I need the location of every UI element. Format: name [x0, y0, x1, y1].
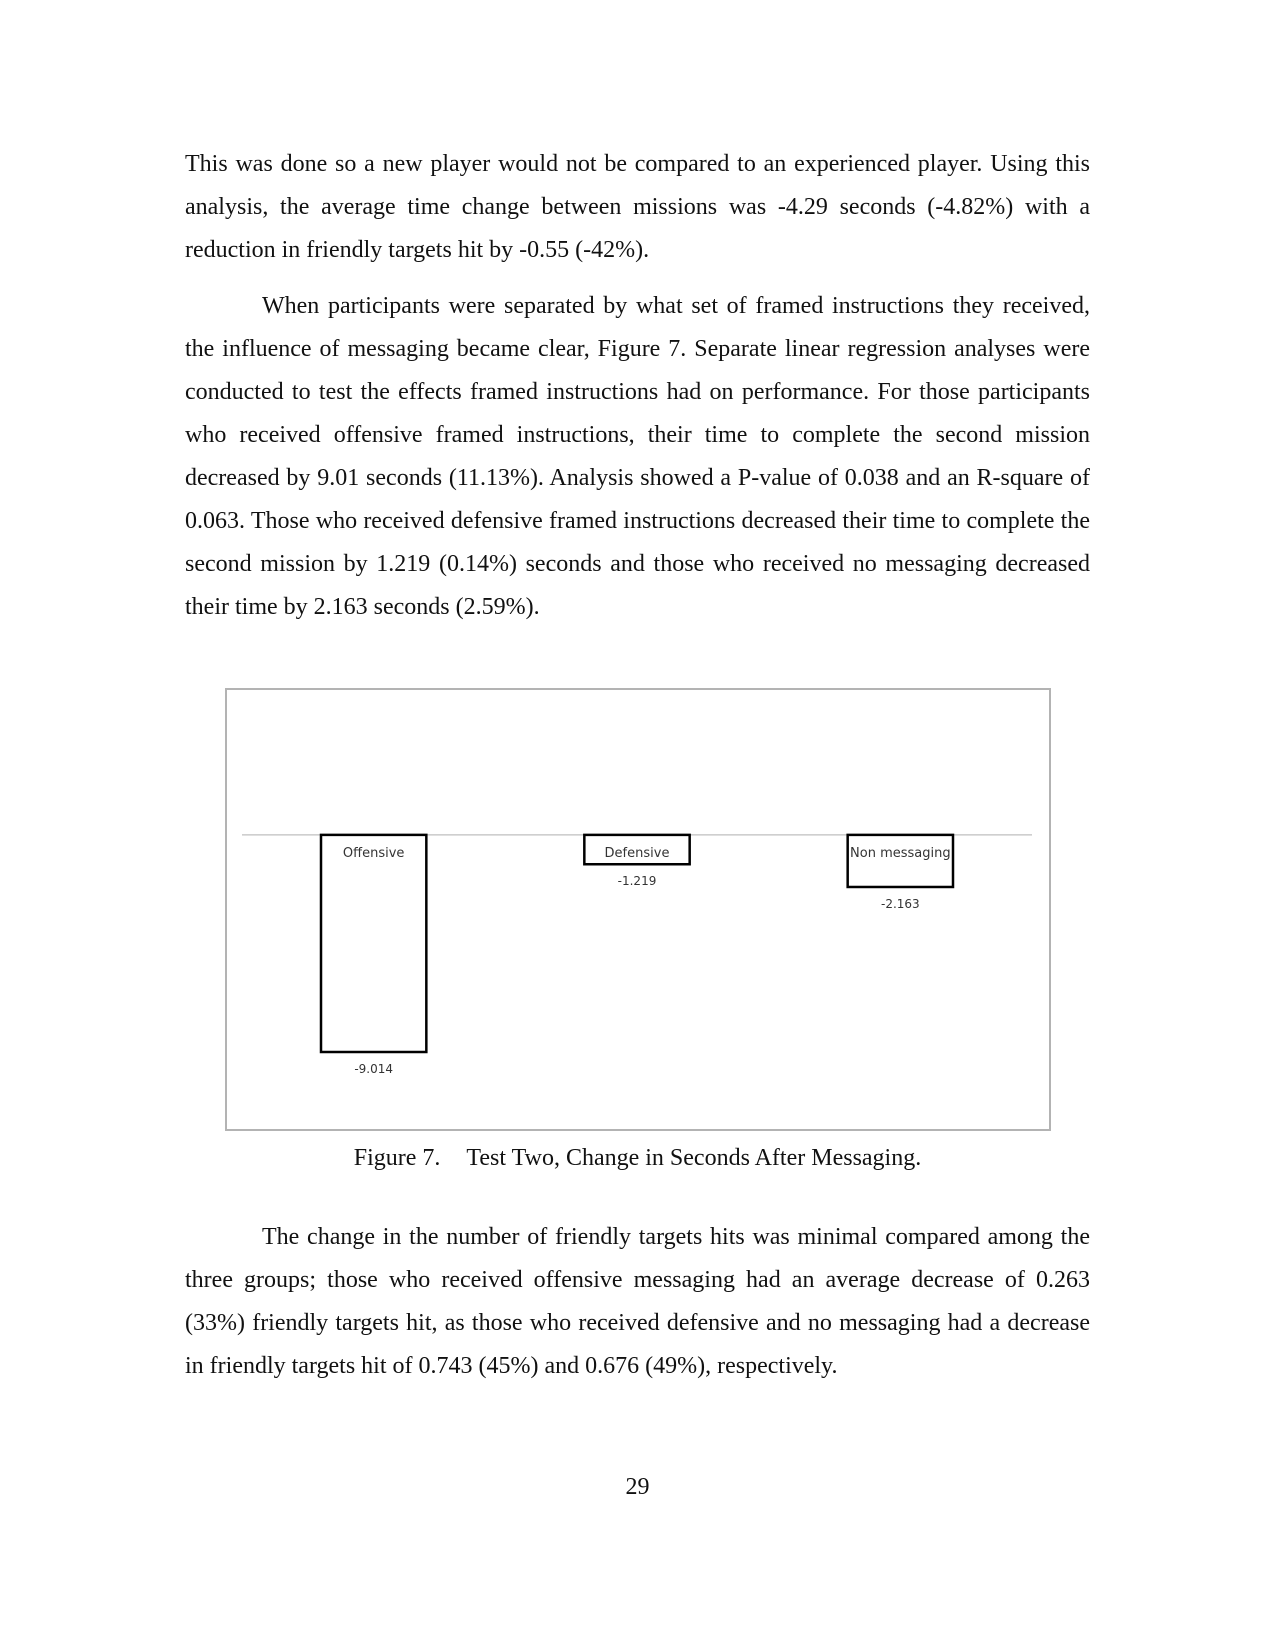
figure-7-chart: [225, 688, 1051, 1131]
chart-data-label: -9.014: [354, 1062, 394, 1076]
chart-category-label: Offensive: [342, 845, 405, 861]
figure-caption: [0, 1143, 1275, 1173]
figure-caption-label: Figure 7.: [353, 1145, 441, 1171]
body-paragraph-3: The change in the number of friendly targets hits was minimal compared among the three groups; those who received offensive messaging had an average decrease of 0.263 (33%) friendly targets hit, as those who received defensive and no messaging had a decrease in friendly targets hit of 0.743 (45%) and 0.676 (49%), respectively.: [185, 1224, 1090, 1379]
figure-caption-text: Test Two, Change in Seconds After Messaging.: [466, 1145, 922, 1171]
chart-category-label: Defensive: [604, 845, 670, 861]
chart-data-label: -1.219: [617, 874, 657, 889]
body-paragraph-2: When participants were separated by what set of framed instructions they received, the influence of messaging became clear, Figure 7. Separate linear regression analyses were conducted to test the effects framed instructions had on performance. For those participants who received offensive framed instructions, their time to complete the second mission decreased by 9.01 seconds (11.13%). Analysis showed a P-value of 0.038 and an R-square of 0.063. Those who received defensive framed instructions decreased their time to complete the second mission by 1.219 (0.14%) seconds and those who received no messaging decreased their time by 2.163 seconds (2.59%).: [185, 293, 1090, 620]
page-number: 29: [625, 1474, 650, 1500]
chart-data-label: -2.163: [880, 896, 920, 911]
chart-category-label: Non messaging: [850, 845, 951, 861]
chart-bar-offensive: [321, 835, 426, 1052]
body-paragraph-1: This was done so a new player would not be compared to an experienced player. Using this analysis, the average time change between missions was -4.29 seconds (-4.82%) with a reduction in friendly targets hit by -0.55 (-42%).: [185, 151, 1090, 263]
chart-bar-non-messaging: [848, 835, 953, 887]
bar-chart-svg: [227, 690, 1049, 1129]
